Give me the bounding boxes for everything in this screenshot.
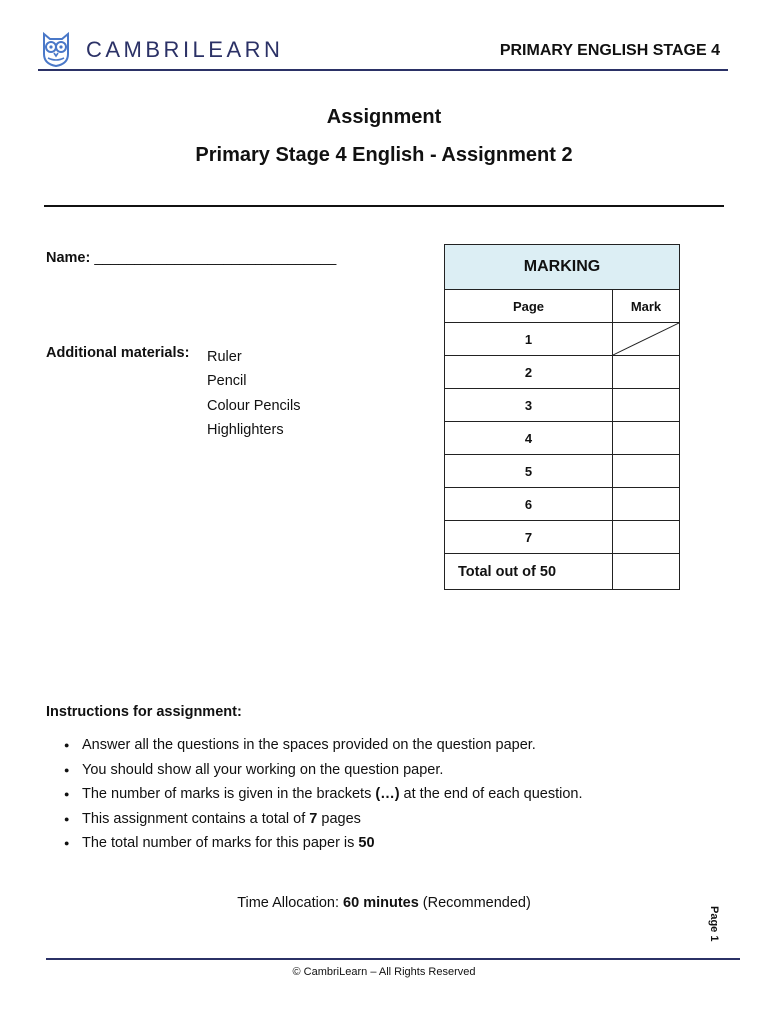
- list-item: ● You should show all your working on the question paper.: [64, 759, 583, 784]
- copyright-footer: © CambriLearn – All Rights Reserved: [292, 966, 476, 978]
- page-number: 6: [445, 488, 613, 521]
- table-row: [445, 488, 680, 521]
- table-row: [445, 323, 680, 356]
- page-number: 5: [445, 455, 613, 488]
- mark-cell[interactable]: [613, 422, 680, 455]
- materials-list: [207, 345, 301, 442]
- name-label: Name:: [46, 250, 91, 266]
- table-row: [445, 521, 680, 554]
- brand-name: CAMBRILEARN: [86, 37, 284, 62]
- list-item: ● The number of marks is given in the brackets (…) at the end of each question.: [64, 783, 583, 808]
- marking-table: [444, 244, 680, 590]
- marking-title: MARKING: [445, 245, 680, 290]
- page-subtitle: Primary Stage 4 English - Assignment 2: [195, 144, 573, 166]
- page-number-label: Page 1: [708, 906, 720, 942]
- time-label: Time Allocation:: [237, 895, 344, 911]
- page-number: 3: [445, 389, 613, 422]
- mark-cell[interactable]: [613, 389, 680, 422]
- title-divider: [44, 205, 724, 207]
- total-row: [445, 554, 680, 590]
- time-note: (Recommended): [418, 895, 531, 911]
- header-divider: [38, 69, 728, 71]
- page-number: 2: [445, 356, 613, 389]
- list-item: ● Answer all the questions in the spaces provided on the question paper.: [64, 734, 583, 759]
- diagonal-line-icon: [613, 323, 679, 355]
- table-row: [445, 389, 680, 422]
- instructions-list: [64, 734, 583, 857]
- table-row: [445, 422, 680, 455]
- owl-icon: [38, 28, 74, 68]
- material-item: Ruler: [207, 349, 242, 365]
- mark-cell[interactable]: [613, 521, 680, 554]
- mark-cell[interactable]: [613, 455, 680, 488]
- page-number: 4: [445, 422, 613, 455]
- list-item: ● The total number of marks for this paper is 50: [64, 832, 583, 857]
- total-mark-cell[interactable]: [613, 554, 680, 590]
- table-row: [445, 455, 680, 488]
- table-row: [445, 356, 680, 389]
- material-item: Pencil: [207, 373, 247, 390]
- mark-cell[interactable]: [613, 488, 680, 521]
- list-item: ● This assignment contains a total of 7 pages: [64, 808, 583, 833]
- page-title: Assignment: [326, 106, 442, 128]
- page-number: 1: [445, 323, 613, 356]
- page-column-header: Page: [445, 290, 613, 323]
- time-value: 60 minutes: [343, 895, 419, 911]
- page-number: 7: [445, 521, 613, 554]
- materials-label: Additional materials:: [46, 345, 190, 361]
- name-field[interactable]: [46, 250, 336, 266]
- instructions-title: Instructions for assignment:: [46, 704, 242, 720]
- material-item: Highlighters: [207, 421, 284, 438]
- mark-column-header: Mark: [613, 290, 680, 323]
- mark-cell[interactable]: [613, 356, 680, 389]
- name-blank: ______________________________: [94, 250, 337, 266]
- mark-cell-crossed: [613, 323, 680, 356]
- time-allocation: [0, 895, 768, 911]
- stage-title: PRIMARY ENGLISH STAGE 4: [499, 42, 720, 59]
- total-label: Total out of 50: [445, 554, 613, 590]
- material-item: Colour Pencils: [207, 397, 301, 414]
- footer-divider: [46, 958, 740, 960]
